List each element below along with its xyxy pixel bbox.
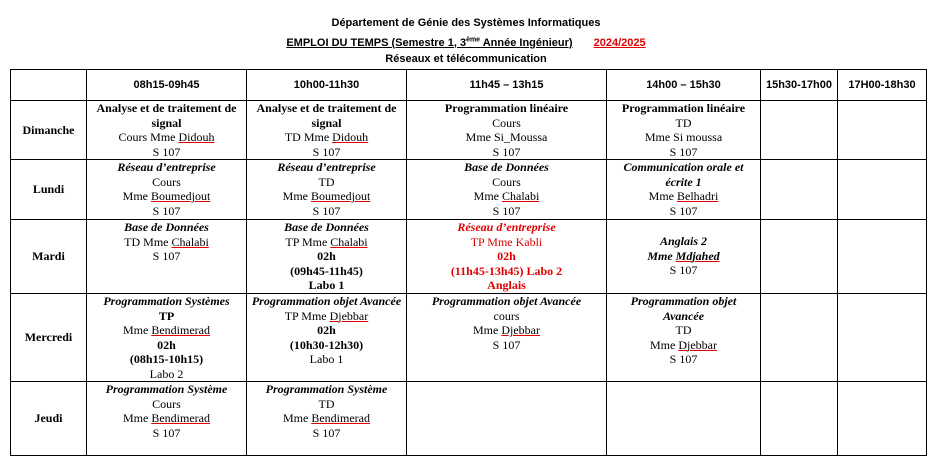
duration: 02h: [317, 249, 336, 263]
session-type: TP: [158, 308, 175, 323]
session-cell: [87, 382, 247, 456]
empty-cell: [761, 101, 838, 160]
session-cell: [87, 160, 247, 220]
room: Labo 1: [309, 352, 344, 366]
academic-year: 2024/2025: [593, 36, 646, 49]
teacher-prefix: Mme: [647, 248, 676, 263]
room: S 107: [312, 203, 341, 218]
room: S 107: [669, 144, 698, 159]
title-part2: Année Ingénieur): [480, 36, 573, 49]
teacher-name: Djebbar: [501, 323, 540, 337]
session-cell: [607, 101, 761, 160]
teacher-name: Si_Moussa: [494, 130, 548, 144]
session-type: Cours: [152, 396, 181, 411]
teacher-prefix: Mme: [283, 411, 312, 425]
teacher-name: Si moussa: [673, 130, 723, 144]
session-cell: [407, 160, 607, 220]
course-title: Programmation Système: [265, 382, 388, 396]
teacher-name: Chalabi: [502, 189, 540, 203]
session-cell: [607, 294, 761, 382]
session-cell: [247, 101, 407, 160]
time-range: (11h45-13h45) Labo 2: [450, 263, 563, 278]
teacher-prefix: Mme: [473, 189, 502, 203]
row-jeudi: [11, 382, 927, 456]
session-type: Cours: [492, 115, 521, 130]
duration: 02h: [497, 249, 516, 263]
session-type: Cours Mme: [118, 130, 179, 144]
teacher-name: Djebbar: [329, 308, 369, 323]
session-cell: [407, 101, 607, 160]
course-title: Programmation linéaire: [621, 101, 746, 115]
session-type: TP Mme: [284, 308, 330, 323]
course-title: Réseau d’entreprise: [117, 160, 216, 174]
empty-cell: [407, 382, 607, 456]
session-cell: [407, 294, 607, 382]
row-lundi: [11, 160, 927, 220]
session-cell: [87, 101, 247, 160]
session-cell: [247, 382, 407, 456]
day-label: Dimanche: [11, 101, 87, 160]
session-type: TP Mme: [285, 234, 331, 249]
teacher-prefix: Mme: [122, 189, 151, 203]
room: Labo 1: [308, 278, 345, 292]
course-title: Base de Données: [464, 160, 549, 174]
session-type: TD: [318, 396, 335, 411]
session-type: cours: [493, 308, 520, 323]
session-type: TD Mme: [124, 234, 172, 249]
teacher-prefix: Mme: [282, 189, 311, 203]
course-title: Programmation objet Avancée: [431, 294, 582, 308]
session-type: Cours: [492, 174, 521, 189]
session-type: TD Mme: [284, 130, 333, 144]
course-title: Analyse et de traitement de signal: [96, 101, 237, 130]
empty-cell: [761, 382, 838, 456]
course-title: Programmation Systèmes: [103, 294, 230, 308]
duration: 02h: [317, 323, 336, 337]
time-range: (10h30-12h30): [289, 337, 364, 352]
course-title: Programmation objet Avancée: [630, 294, 737, 323]
day-label: Mardi: [11, 220, 87, 294]
time-range: (09h45-11h45): [290, 263, 363, 278]
duration: 02h: [157, 337, 176, 352]
teacher-prefix: Mme: [648, 189, 677, 203]
course-title: Programmation linéaire: [444, 101, 569, 115]
extra-note: Anglais: [487, 278, 526, 292]
course-title: Communication orale et écrite 1: [623, 160, 744, 189]
course-title: Programmation Système: [105, 382, 228, 396]
title-sup: ème: [466, 36, 481, 43]
teacher-prefix: Mme: [473, 323, 502, 337]
teacher-prefix: Mme: [123, 411, 152, 425]
course-title: Anglais 2: [659, 234, 707, 248]
empty-cell: [761, 160, 838, 220]
column-header: 10h00-11h30: [247, 70, 407, 101]
teacher-name: Boumedjout: [311, 189, 371, 203]
session-type: TD: [675, 115, 692, 130]
empty-cell: [838, 220, 927, 294]
room: S 107: [669, 263, 698, 277]
teacher-name: Chalabi: [171, 234, 209, 249]
column-header: 17H00-18h30: [838, 70, 927, 101]
empty-cell: [838, 160, 927, 220]
specialty-title: Réseaux et télécommunication: [385, 53, 547, 65]
session-type: TD: [318, 174, 335, 189]
teacher-prefix: Mme: [123, 323, 152, 337]
session-cell: [607, 220, 761, 294]
session-type: Cours: [152, 174, 181, 189]
day-label: Lundi: [11, 160, 87, 220]
room: S 107: [312, 425, 341, 440]
session-cell: [407, 220, 607, 294]
session-cell: [87, 220, 247, 294]
session-cell: [607, 160, 761, 220]
teacher-name: Didouh: [178, 130, 215, 144]
course-title: Analyse et de traitement de signal: [256, 101, 397, 130]
teacher-name: Belhadri: [677, 189, 719, 203]
course-title: Programmation objet Avancée: [251, 294, 402, 308]
empty-cell: [607, 382, 761, 456]
room: S 107: [152, 425, 181, 440]
timetable: [10, 69, 927, 456]
teacher-prefix: Mme: [650, 337, 679, 352]
teacher-name: Boumedjout: [151, 189, 211, 203]
room: S 107: [492, 337, 521, 352]
room: S 107: [669, 203, 698, 218]
teacher-name: Bendimerad: [151, 411, 210, 425]
day-label: Mercredi: [11, 294, 87, 382]
course-title: Réseau d’entreprise: [277, 160, 376, 174]
session-cell: [247, 294, 407, 382]
course-title: Base de Données: [124, 220, 209, 234]
empty-cell: [838, 382, 927, 456]
teacher-name: Bendimerad: [151, 323, 210, 337]
room: S 107: [152, 203, 181, 218]
room: Labo 2: [149, 366, 184, 381]
column-header: 15h30-17h00: [761, 70, 838, 101]
teacher-name: Mdjahed: [675, 248, 720, 263]
session-type: TP Mme Kabli: [470, 234, 543, 249]
column-header: 14h00 – 15h30: [607, 70, 761, 101]
header-row: [11, 70, 927, 101]
teacher-prefix: Mme: [644, 130, 674, 144]
empty-cell: [838, 294, 927, 382]
empty-cell: [838, 101, 927, 160]
time-range: (08h15-10h15): [129, 352, 204, 366]
teacher-prefix: Mme: [465, 130, 494, 144]
room: S 107: [492, 203, 521, 218]
teacher-name: Didouh: [332, 130, 369, 144]
day-label: Jeudi: [11, 382, 87, 456]
column-header: 08h15-09h45: [87, 70, 247, 101]
column-header: 11h45 – 13h15: [407, 70, 607, 101]
session-type: TD: [675, 323, 692, 337]
teacher-name: Bendimerad: [311, 411, 370, 425]
corner-cell: [11, 70, 87, 101]
course-title: Réseau d’entreprise: [457, 220, 556, 234]
row-mardi: [11, 220, 927, 294]
title-part1: EMPLOI DU TEMPS (Semestre 1, 3: [286, 36, 467, 49]
room: S 107: [312, 144, 341, 159]
session-cell: [247, 220, 407, 294]
row-dimanche: [11, 101, 927, 160]
department-title: Département de Génie des Systèmes Informatiques: [331, 17, 601, 29]
session-cell: [87, 294, 247, 382]
session-cell: [247, 160, 407, 220]
room: S 107: [152, 249, 181, 263]
room: S 107: [669, 352, 698, 366]
empty-cell: [761, 294, 838, 382]
course-title: Base de Données: [284, 220, 369, 234]
teacher-name: Djebbar: [678, 337, 717, 352]
row-mercredi: [11, 294, 927, 382]
teacher-name: Chalabi: [330, 234, 368, 249]
room: S 107: [152, 144, 181, 159]
schedule-title: [0, 36, 932, 49]
room: S 107: [492, 144, 521, 159]
empty-cell: [761, 220, 838, 294]
